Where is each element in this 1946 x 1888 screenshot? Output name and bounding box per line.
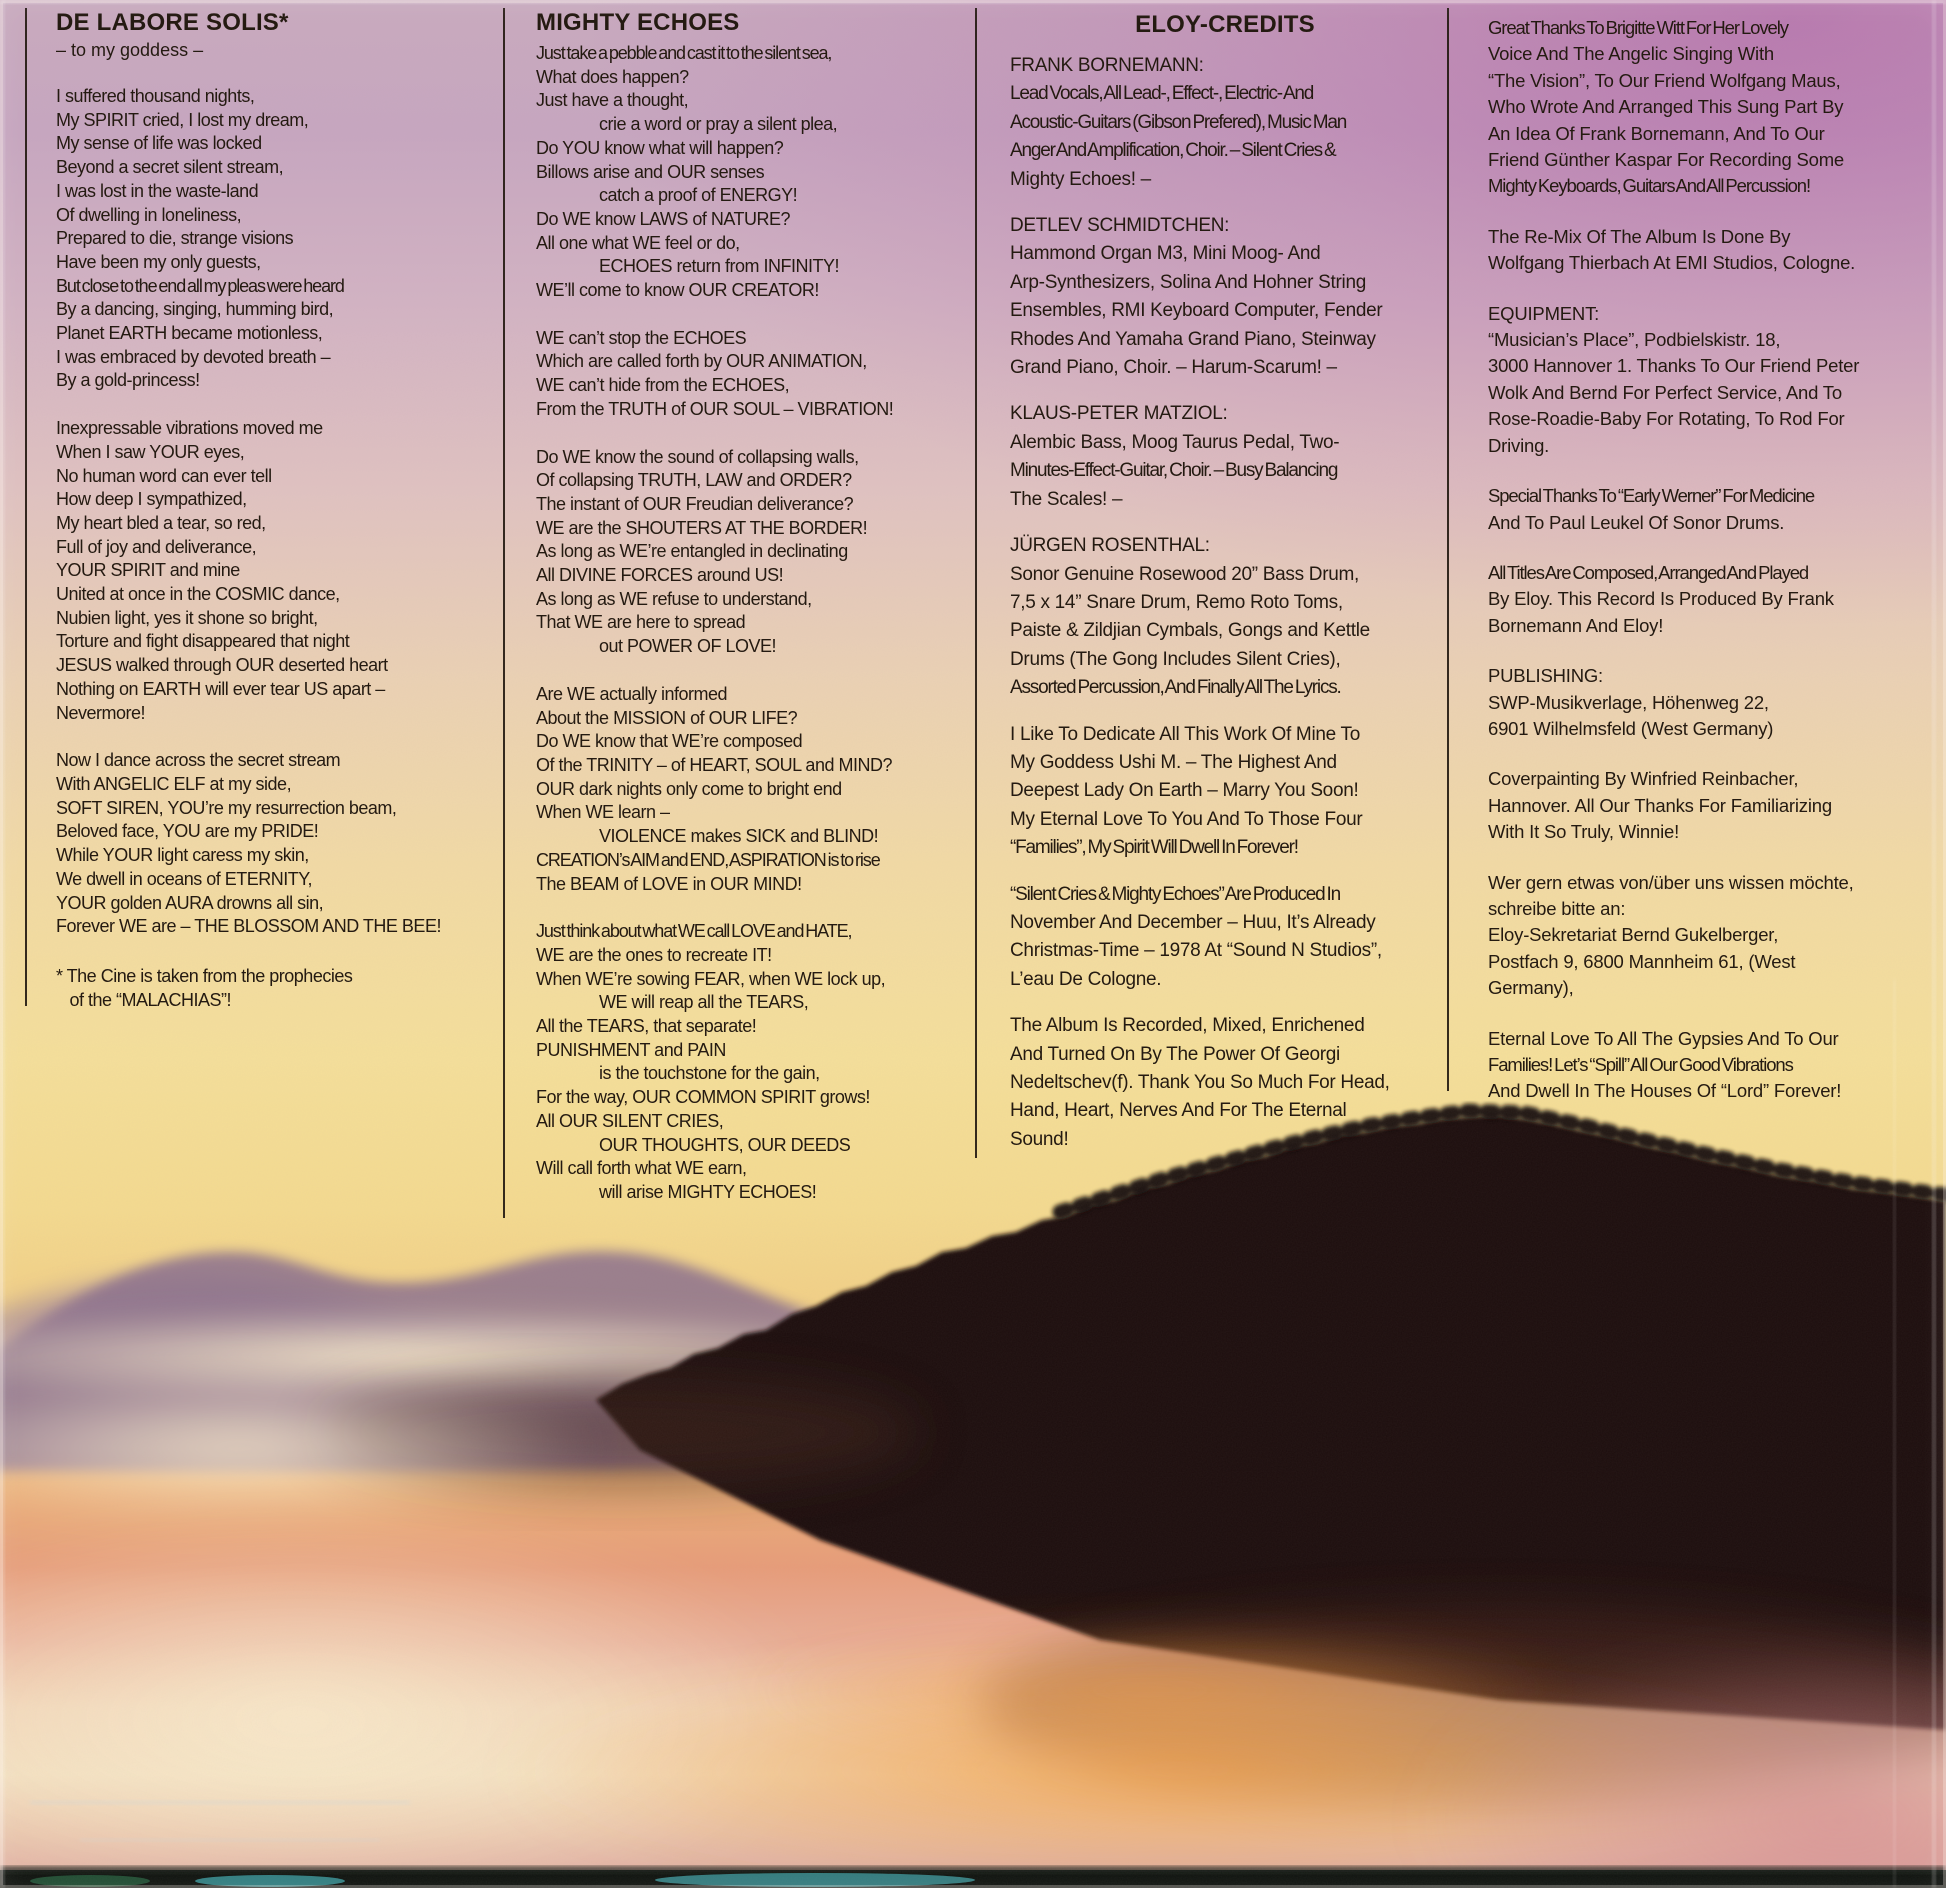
text-line: Billows arise and OUR senses	[536, 161, 765, 182]
text-line: Great Thanks To Brigitte Witt For Her Lovely	[1488, 17, 1788, 38]
text-line: Just have a thought,	[536, 90, 689, 111]
text-line: Do WE know the sound of collapsing walls,	[536, 446, 859, 467]
text-line: Assorted Percussion, And Finally All The Lyrics.	[1010, 677, 1341, 699]
text-line: Of dwelling in loneliness,	[56, 204, 242, 225]
text-line: Acoustic-Guitars (Gibson Prefered), Music Man	[1010, 111, 1347, 133]
stanza	[1488, 483, 1934, 536]
text-line: WE will reap all the TEARS,	[536, 992, 809, 1013]
stanza	[56, 749, 500, 939]
stanza	[536, 920, 974, 1204]
text-line: My Eternal Love To You And To Those Four	[1010, 808, 1363, 830]
text-line: Families! Let’s “Spill” All Our Good Vibrations	[1488, 1054, 1793, 1075]
text-line: L’eau De Cologne.	[1010, 968, 1162, 990]
text-line: SOFT SIREN, YOU’re my resurrection beam,	[56, 797, 397, 818]
text-line: Grand Piano, Choir. – Harum-Scarum! –	[1010, 357, 1337, 379]
text-line: 6901 Wilhelmsfeld (West Germany)	[1488, 717, 1774, 739]
text-line: Sound!	[1010, 1128, 1069, 1150]
text-line: My heart bled a tear, so red,	[56, 512, 266, 533]
text-line: Friend Günther Kaspar For Recording Some	[1488, 149, 1845, 171]
text-line: Beloved face, YOU are my PRIDE!	[56, 821, 319, 842]
text-line: Will call forth what WE earn,	[536, 1158, 747, 1179]
text-line: Special Thanks To “Early Werner” For Medicine	[1488, 485, 1815, 507]
text-line: Torture and fight disappeared that night	[56, 631, 350, 652]
lyrics-text	[536, 42, 974, 1205]
text-line: When I saw YOUR eyes,	[56, 441, 245, 462]
text-line: DETLEV SCHMIDTCHEN:	[1010, 215, 1230, 237]
text-line: All the TEARS, that separate!	[536, 1016, 757, 1037]
text-line: When WE learn –	[536, 802, 670, 823]
stanza	[536, 42, 974, 303]
text-line: Mighty Echoes! –	[1010, 168, 1151, 190]
song-dedication: – to my goddess –	[56, 40, 204, 60]
text-line: OUR THOUGHTS, OUR DEEDS	[536, 1134, 851, 1155]
text-line: Of the TRINITY – of HEART, SOUL and MIND?	[536, 754, 892, 775]
text-line: November And December – Huu, It’s Already	[1010, 911, 1376, 933]
text-line: Eloy-Sekretariat Bernd Gukelberger,	[1488, 924, 1779, 946]
text-line: For the way, OUR COMMON SPIRIT grows!	[536, 1087, 870, 1108]
text-line: 3000 Hannover 1. Thanks To Our Friend Peter	[1488, 355, 1860, 377]
text-line: I was lost in the waste-land	[56, 180, 259, 201]
text-line: An Idea Of Frank Bornemann, And To Our	[1488, 122, 1825, 144]
stanza	[1488, 224, 1934, 277]
text-line: Nedeltschev(f). Thank You So Much For Head,	[1010, 1072, 1390, 1093]
text-line: Alembic Bass, Moog Taurus Pedal, Two-	[1010, 431, 1340, 453]
column-divider	[503, 8, 505, 1218]
text-line: That WE are here to spread	[536, 612, 746, 633]
column-divider	[975, 8, 977, 1158]
text-line: schreibe bitte an:	[1488, 897, 1626, 919]
text-line: But close to the end all my pleas were heard	[56, 275, 344, 296]
text-line: 7,5 x 14” Snare Drum, Remo Roto Toms,	[1010, 591, 1343, 613]
text-line: With ANGELIC ELF at my side,	[56, 773, 292, 794]
text-line: Do WE know LAWS of NATURE?	[536, 208, 791, 229]
text-line: With It So Truly, Winnie!	[1488, 821, 1680, 843]
text-line: Who Wrote And Arranged This Sung Part By	[1488, 96, 1844, 118]
stanza	[1010, 400, 1440, 514]
text-line: crie a word or pray a silent plea,	[536, 114, 838, 135]
text-line: While YOUR light caress my skin,	[56, 845, 309, 866]
text-line: Inexpressable vibrations moved me	[56, 418, 323, 439]
text-line: Forever WE are – THE BLOSSOM AND THE BEE!	[56, 916, 441, 937]
text-line: Coverpainting By Winfried Reinbacher,	[1488, 768, 1799, 790]
text-line: All OUR SILENT CRIES,	[536, 1110, 724, 1131]
text-line: is the touchstone for the gain,	[536, 1063, 820, 1084]
lyrics-column-de-labore-solis	[56, 8, 500, 1036]
text-line: SWP-Musikverlage, Höhenweg 22,	[1488, 691, 1769, 713]
stanza	[56, 85, 500, 393]
text-line: Hannover. All Our Thanks For Familiarizing	[1488, 794, 1832, 816]
stanza	[536, 446, 974, 659]
text-line: Postfach 9, 6800 Mannheim 61, (West	[1488, 950, 1796, 972]
column-divider	[1447, 8, 1449, 1091]
text-line: JÜRGEN ROSENTHAL:	[1010, 535, 1210, 557]
text-line: out POWER OF LOVE!	[536, 636, 777, 657]
text-line: When WE’re sowing FEAR, when WE lock up,	[536, 968, 886, 989]
stanza	[1488, 301, 1934, 459]
text-line: PUNISHMENT and PAIN	[536, 1039, 726, 1060]
text-line: Drums (The Gong Includes Silent Cries),	[1010, 648, 1341, 670]
text-line: Sonor Genuine Rosewood 20” Bass Drum,	[1010, 563, 1360, 585]
text-line: Driving.	[1488, 434, 1550, 456]
text-line: VIOLENCE makes SICK and BLIND!	[536, 826, 879, 847]
stanza	[1010, 52, 1440, 194]
stanza	[536, 327, 974, 422]
text-line: FRANK BORNEMANN:	[1010, 55, 1204, 76]
text-line: By a gold-princess!	[56, 370, 200, 391]
stanza	[1010, 721, 1440, 863]
stanza	[56, 965, 500, 1012]
text-line: Are WE actually informed	[536, 683, 728, 704]
text-line: Do WE know that WE’re composed	[536, 731, 803, 752]
text-line: “Musician’s Place”, Podbielskistr. 18,	[1488, 329, 1781, 351]
text-line: “Silent Cries & Mighty Echoes” Are Produced In	[1010, 883, 1340, 905]
text-line: Nothing on EARTH will ever tear US apart –	[56, 678, 385, 699]
text-line: Minutes-Effect-Guitar, Choir. – Busy Balancing	[1010, 460, 1338, 482]
text-line: And Dwell In The Houses Of “Lord” Forever!	[1488, 1080, 1842, 1102]
text-line: And Turned On By The Power Of Georgi	[1010, 1043, 1340, 1065]
text-line: Prepared to die, strange visions	[56, 228, 294, 249]
stanza	[1488, 870, 1934, 1002]
text-line: Eternal Love To All The Gypsies And To Our	[1488, 1027, 1839, 1049]
text-line: Of collapsing TRUTH, LAW and ORDER?	[536, 470, 852, 491]
text-line: As long as WE’re entangled in declinating	[536, 541, 848, 562]
text-line: Rose-Roadie-Baby For Rotating, To Rod For	[1488, 408, 1845, 430]
credits-title: ELOY-CREDITS	[1135, 11, 1315, 38]
text-line: My sense of life was locked	[56, 133, 262, 154]
text-line: And To Paul Leukel Of Sonor Drums.	[1488, 511, 1785, 533]
text-line: Rhodes And Yamaha Grand Piano, Steinway	[1010, 328, 1376, 350]
text-line: WE are the SHOUTERS AT THE BORDER!	[536, 517, 868, 538]
stanza	[1010, 1012, 1440, 1154]
text-line: WE are the ones to recreate IT!	[536, 944, 772, 965]
stanza	[1488, 766, 1934, 845]
text-line: I Like To Dedicate All This Work Of Mine To	[1010, 723, 1361, 745]
text-line: Now I dance across the secret stream	[56, 750, 341, 771]
stanza	[1010, 881, 1440, 995]
thanks-text	[1488, 15, 1934, 1105]
text-line: From the TRUTH of OUR SOUL – VIBRATION!	[536, 398, 894, 419]
lyrics-text	[56, 85, 500, 1012]
stanza	[1010, 212, 1440, 382]
stanza	[1488, 1026, 1934, 1105]
text-line: Have been my only guests,	[56, 251, 261, 272]
text-line: Just think about what WE call LOVE and HATE,	[536, 921, 852, 942]
text-line: catch a proof of ENERGY!	[536, 185, 798, 206]
text-line: I was embraced by devoted breath –	[56, 346, 331, 367]
text-line: About the MISSION of OUR LIFE?	[536, 707, 798, 728]
stanza	[1488, 663, 1934, 742]
text-line: Christmas-Time – 1978 At “Sound N Studios”,	[1010, 940, 1382, 962]
text-line: The instant of OUR Freudian deliverance?	[536, 493, 854, 514]
text-line: Which are called forth by OUR ANIMATION,	[536, 351, 867, 372]
text-line: Do YOU know what will happen?	[536, 137, 784, 158]
text-line: Ensembles, RMI Keyboard Computer, Fender	[1010, 300, 1383, 322]
text-line: Anger And Amplification, Choir. – Silent Cries &	[1010, 140, 1336, 162]
song-title-mighty-echoes: MIGHTY ECHOES	[536, 9, 740, 36]
text-line: YOUR golden AURA drowns all sin,	[56, 892, 324, 913]
text-line: “The Vision”, To Our Friend Wolfgang Maus,	[1488, 69, 1841, 91]
text-line: By a dancing, singing, humming bird,	[56, 299, 334, 320]
text-line: WE can’t hide from the ECHOES,	[536, 375, 790, 396]
text-line: WE can’t stop the ECHOES	[536, 327, 747, 348]
text-line: No human word can ever tell	[56, 465, 272, 486]
text-line: The Scales! –	[1010, 488, 1123, 510]
text-line: OUR dark nights only come to bright end	[536, 778, 842, 799]
text-line: All DIVINE FORCES around US!	[536, 565, 784, 586]
text-line: All Titles Are Composed, Arranged And Played	[1488, 561, 1809, 583]
text-line: KLAUS-PETER MATZIOL:	[1010, 403, 1228, 425]
text-line: Wolk And Bernd For Perfect Service, And To	[1488, 381, 1842, 403]
text-line: EQUIPMENT:	[1488, 302, 1600, 324]
text-line: The Re-Mix Of The Album Is Done By	[1488, 225, 1791, 247]
text-line: What does happen?	[536, 66, 689, 87]
text-line: will arise MIGHTY ECHOES!	[536, 1181, 817, 1202]
text-line: “Families”, My Spirit Will Dwell In Forever!	[1010, 837, 1298, 859]
text-line: United at once in the COSMIC dance,	[56, 584, 340, 605]
text-line: of the “MALACHIAS”!	[56, 989, 232, 1010]
text-line: JESUS walked through OUR deserted heart	[56, 655, 388, 676]
text-line: Voice And The Angelic Singing With	[1488, 43, 1774, 65]
stanza	[56, 417, 500, 725]
text-line: Bornemann And Eloy!	[1488, 614, 1664, 636]
stanza	[1488, 15, 1934, 200]
text-line: Wolfgang Thierbach At EMI Studios, Cologne.	[1488, 252, 1856, 274]
text-line: Mighty Keyboards, Guitars And All Percussion!	[1488, 175, 1810, 197]
text-line: CREATION’s AIM and END, ASPIRATION is to rise	[536, 849, 880, 870]
credits-column	[1010, 10, 1440, 1172]
text-line: Deepest Lady On Earth – Marry You Soon!	[1010, 780, 1359, 802]
text-line: Arp-Synthesizers, Solina And Hohner String	[1010, 271, 1366, 293]
text-line: My SPIRIT cried, I lost my dream,	[56, 109, 309, 130]
text-line: By Eloy. This Record Is Produced By Frank	[1488, 588, 1834, 610]
text-line: All one what WE feel or do,	[536, 232, 740, 253]
text-line: Planet EARTH became motionless,	[56, 323, 323, 344]
text-line: The BEAM of LOVE in OUR MIND!	[536, 873, 802, 894]
song-title-de-labore-solis: DE LABORE SOLIS*	[56, 9, 289, 36]
text-line: We dwell in oceans of ETERNITY,	[56, 868, 312, 889]
text-line: Just take a pebble and cast it to the silent sea,	[536, 43, 832, 63]
text-line: Beyond a secret silent stream,	[56, 157, 284, 178]
text-line: YOUR SPIRIT and mine	[56, 560, 240, 581]
text-line: Germany),	[1488, 977, 1574, 999]
text-line: How deep I sympathized,	[56, 489, 247, 510]
text-line: Full of joy and deliverance,	[56, 536, 257, 557]
text-line: Hand, Heart, Nerves And For The Eternal	[1010, 1100, 1347, 1122]
stanza	[1488, 560, 1934, 639]
stanza	[536, 683, 974, 896]
text-line: Wer gern etwas von/über uns wissen möchte,	[1488, 871, 1854, 893]
text-line: PUBLISHING:	[1488, 665, 1603, 687]
text-line: The Album Is Recorded, Mixed, Enrichened	[1010, 1015, 1365, 1037]
text-line: Paiste & Zildjian Cymbals, Gongs and Kettle	[1010, 620, 1370, 642]
column-divider	[25, 8, 27, 1006]
text-line: Hammond Organ M3, Mini Moog- And	[1010, 243, 1321, 265]
text-line: Nevermore!	[56, 702, 146, 723]
text-line: WE’ll come to know OUR CREATOR!	[536, 280, 819, 301]
lyrics-column-mighty-echoes	[536, 8, 974, 1229]
text-line: My Goddess Ushi M. – The Highest And	[1010, 751, 1337, 773]
text-line: * The Cine is taken from the prophecies	[56, 965, 353, 986]
text-line: Nubien light, yes it shone so bright,	[56, 607, 318, 628]
text-line: I suffered thousand nights,	[56, 86, 255, 106]
text-line: As long as WE refuse to understand,	[536, 588, 812, 609]
text-line: ECHOES return from INFINITY!	[536, 256, 840, 277]
text-line: Lead Vocals, All Lead-, Effect-, Electric- And	[1010, 83, 1314, 105]
thanks-publishing-column	[1488, 15, 1934, 1129]
credits-text	[1010, 52, 1440, 1154]
stanza	[1010, 532, 1440, 702]
